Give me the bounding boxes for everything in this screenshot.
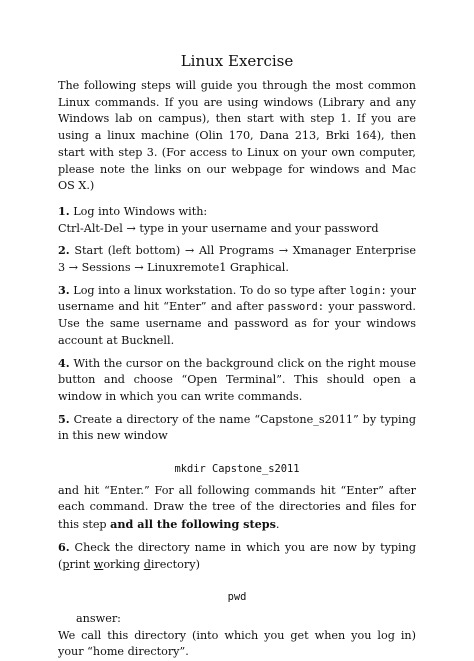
answer-label: answer:: [76, 611, 121, 625]
step-5: [58, 411, 416, 445]
step-number: 1.: [58, 203, 70, 218]
followup-bold: and all the following steps: [110, 517, 276, 532]
step-2: [58, 242, 416, 276]
underlined-letter: w: [93, 557, 104, 571]
step-6: [58, 539, 416, 573]
step-4-text: With the cursor on the background click on the right mouse button and choose “Open Terminal”. This should open a window in which you can write commands.: [58, 356, 416, 403]
step-1-line1: Log into Windows with:: [73, 204, 208, 218]
step-number: 3.: [58, 282, 70, 297]
step-6-text-b: rint: [69, 557, 94, 571]
command-mkdir: mkdir Capstone_s2011: [174, 463, 300, 476]
step-1-line2: Ctrl-Alt-Del → type in your username and your password: [58, 221, 379, 235]
step-3-text-a: Log into a linux workstation. To do so type after: [73, 283, 350, 297]
step-5-followup: [58, 483, 416, 534]
step-number: 2.: [58, 243, 70, 258]
step-3-text-c: your password. Use the same username and password as for your windows account at Bucknell.: [58, 300, 416, 347]
step-5-text: Create a directory of the name “Capstone_s2011” by typing in this new window: [58, 412, 417, 443]
step-6-text-c: orking: [103, 557, 144, 571]
step-number: 4.: [58, 355, 70, 370]
password-prompt-code: password:: [267, 301, 325, 314]
step-2-text: Start (left bottom) → All Programs → Xmanager Enterprise 3 → Sessions → Linuxremote1 Graphical.: [58, 244, 416, 275]
step-number: 5.: [58, 411, 70, 426]
login-prompt-code: login:: [349, 284, 387, 297]
step-3: [58, 282, 416, 350]
document-title: Linux Exercise: [180, 52, 294, 70]
step-number: 6.: [58, 539, 70, 554]
intro-paragraph: The following steps will guide you through the most common Linux commands. If you are using windows (Library and any Windows lab on campus), then start with step 1. If you are using a linux machine (Olin 170, Dana 213, Brki 164), then start with step 3. (For access to Linux on your own computer, please note the links on our webpage for windows and Mac OS X.): [58, 79, 416, 193]
followup-text-a: and hit “Enter.” For all following commands hit “Enter” after each command. Draw the tree of the directories and files for this step: [58, 483, 416, 532]
step-6-text-a: Check the directory name in which you are now by typing (: [58, 540, 416, 571]
command-pwd: pwd: [227, 591, 247, 604]
step-4: [58, 355, 416, 406]
underlined-letter: p: [62, 557, 70, 571]
document-body: [58, 78, 416, 661]
followup-text-b: .: [275, 518, 280, 532]
underlined-letter: d: [143, 557, 151, 571]
step-1: [58, 203, 416, 237]
closing-paragraph: We call this directory (into which you get when you log in) your “home directory”.: [58, 628, 416, 659]
step-6-text-d: irectory): [150, 557, 200, 571]
step-3-text-b: your username and hit “Enter” and after: [58, 283, 416, 314]
